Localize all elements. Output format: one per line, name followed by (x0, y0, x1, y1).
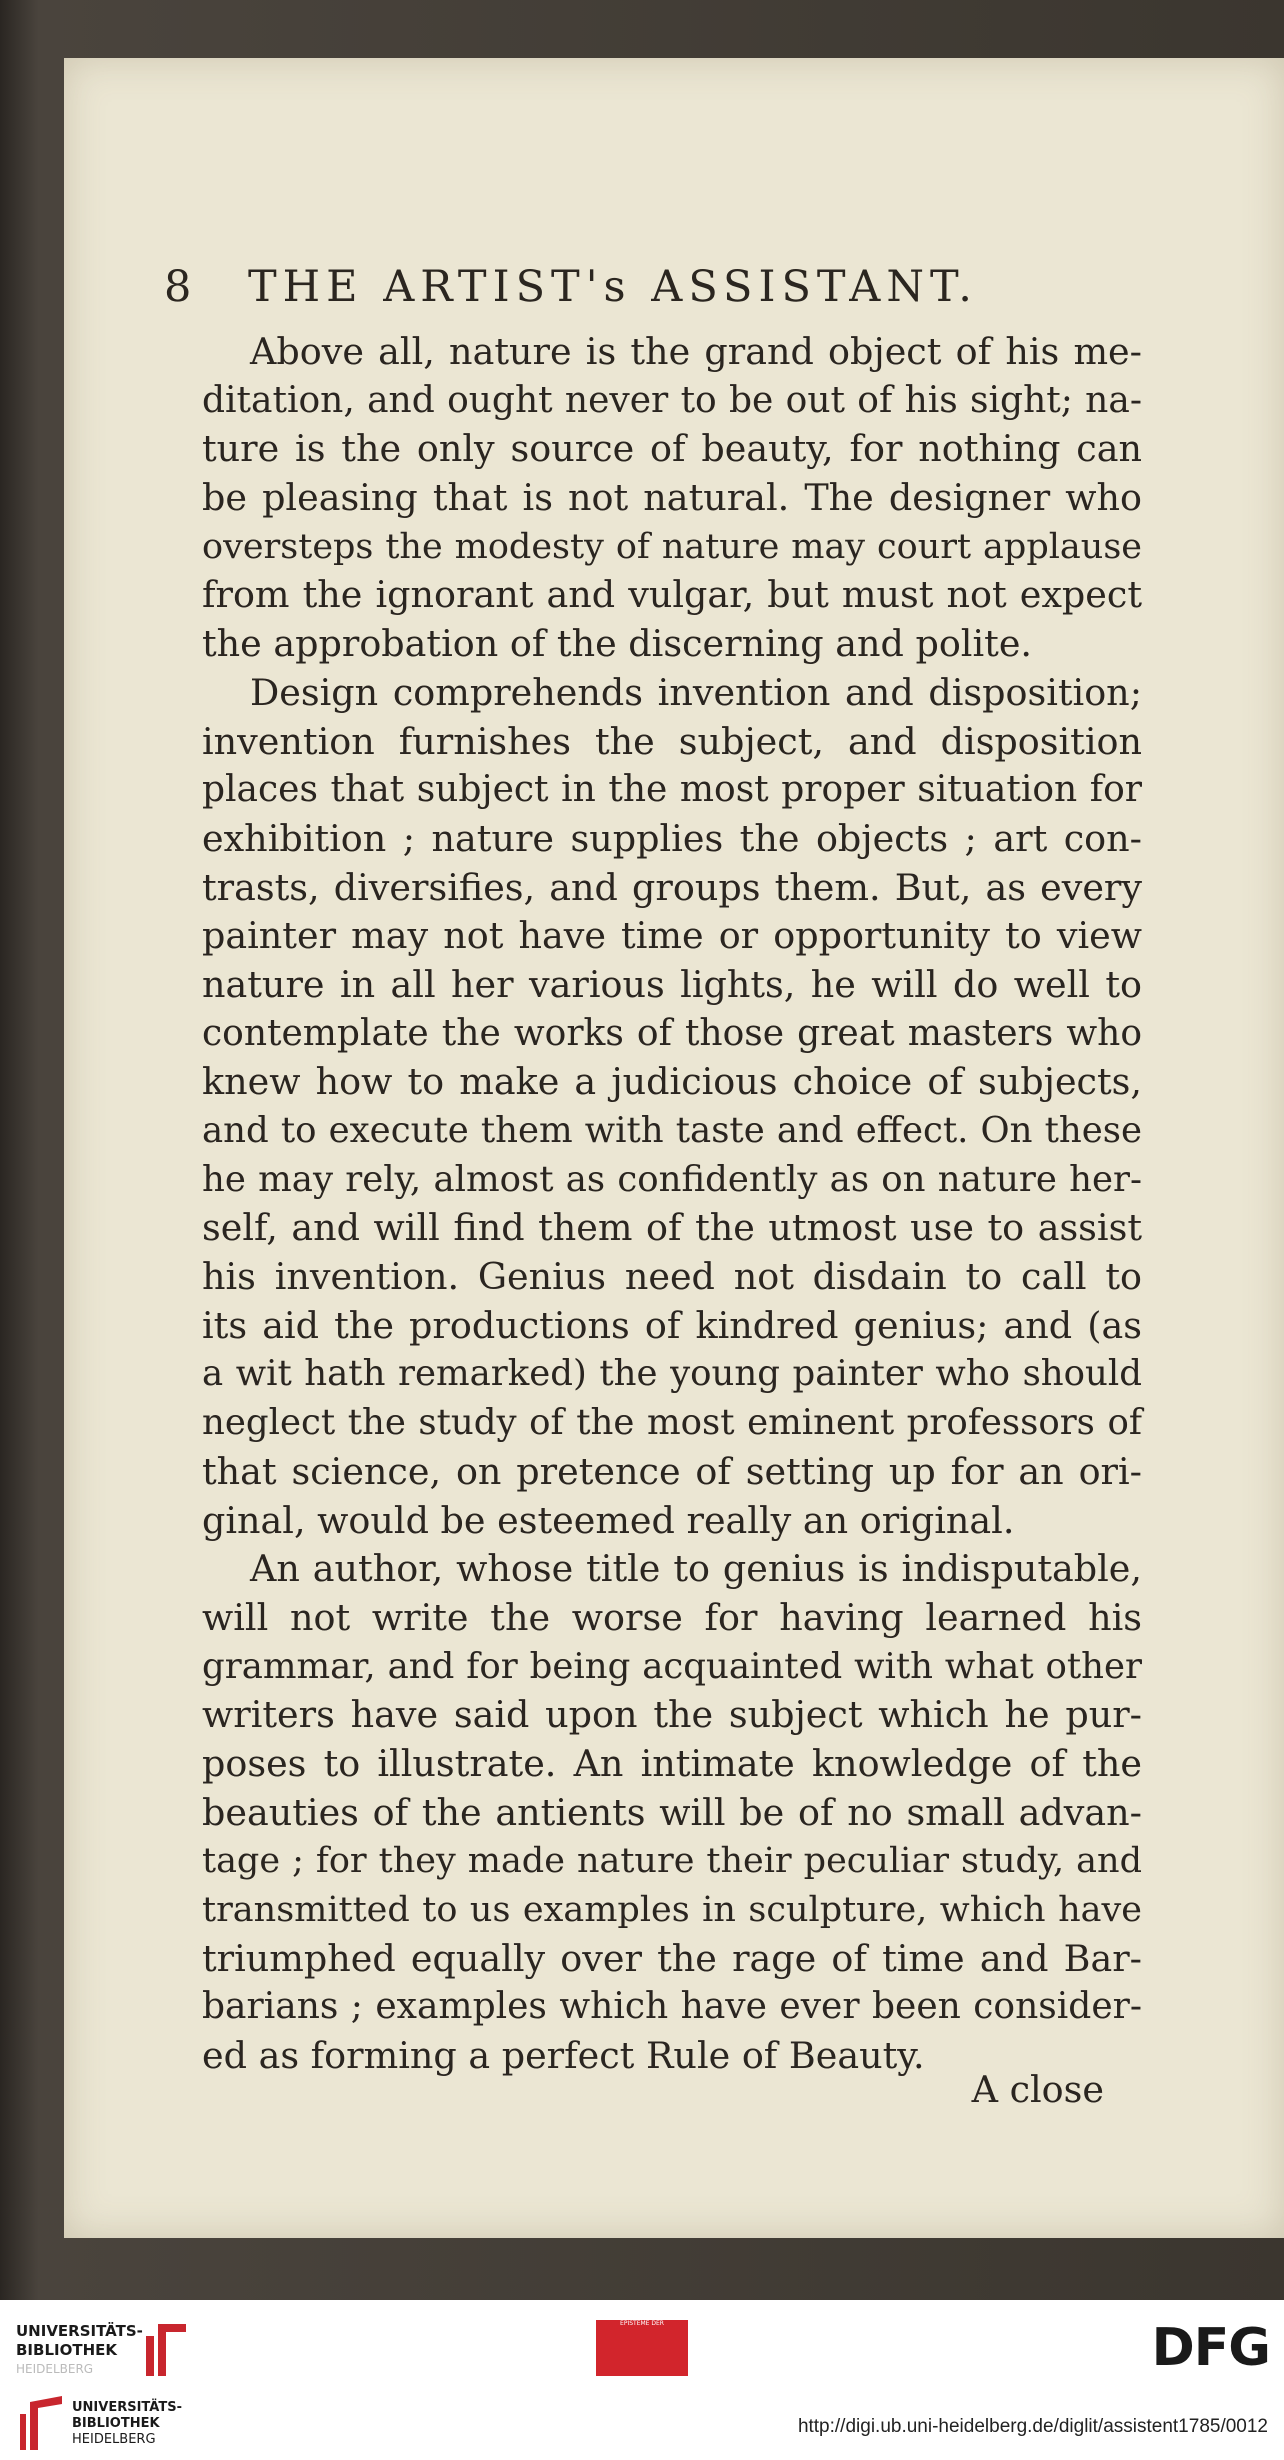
library-logo-bottom-text (72, 2400, 182, 2448)
text-line: self, and will find them of the utmost use to assist (202, 1206, 1142, 1250)
body-text (202, 328, 1142, 2081)
text-line: Above all, nature is the grand object of his me- (250, 330, 1142, 373)
library-logo-bottom-line-2: BIBLIOTHEK (72, 2416, 160, 2431)
text-line: ginal, would be esteemed really an original. (202, 1498, 1015, 1542)
text-line: beauties of the antients will be of no small advan- (202, 1790, 1142, 1834)
episteme-logo-text: EPISTEME DER (620, 2320, 664, 2327)
page-number: 8 (164, 262, 198, 312)
text-line: An author, whose title to genius is indisputable, (250, 1547, 1142, 1591)
running-title-end: ASSISTANT. (651, 262, 978, 312)
ub-mark-icon (128, 2318, 188, 2378)
library-logo-top-line-1: UNIVERSITÄTS- (16, 2322, 143, 2340)
text-line: places that subject in the most proper situation for (202, 769, 1142, 811)
ub-mark-small-icon (16, 2392, 66, 2452)
source-url-link[interactable]: http://digi.ub.uni-heidelberg.de/diglit/assistent1785/0012 (797, 2416, 1268, 2437)
library-logo-top[interactable] (16, 2318, 186, 2378)
text-line: ed as forming a perfect Rule of Beauty. (202, 2034, 925, 2078)
text-line: ditation, and ought never to be out of his sight; na- (202, 379, 1142, 421)
running-title (248, 262, 978, 312)
text-line: barians ; examples which have ever been consider- (202, 1986, 1142, 2028)
text-line: the approbation of the discerning and polite. (202, 622, 1033, 666)
text-line: he may rely, almost as confidently as on nature her- (202, 1158, 1142, 1200)
text-line: Design comprehends invention and disposition; (250, 670, 1142, 714)
library-logo-top-line-2: BIBLIOTHEK (16, 2341, 117, 2359)
library-logo-bottom[interactable] (16, 2392, 206, 2452)
catchword: A close (971, 2068, 1104, 2111)
library-logo-bottom-line-1: UNIVERSITÄTS- (72, 2400, 182, 2415)
running-title-main: THE ARTIST's (248, 262, 632, 312)
text-line: its aid the productions of kindred genius; and (as (202, 1303, 1142, 1347)
text-line: invention furnishes the subject, and disposition (202, 719, 1142, 763)
text-line: and to execute them with taste and effect. On these (202, 1110, 1142, 1151)
dfg-logo[interactable]: DFG (1151, 2318, 1270, 2378)
text-line: nature in all her various lights, he will do well to (202, 962, 1142, 1006)
text-line: transmitted to us examples in sculpture, which have (202, 1890, 1142, 1930)
text-line: painter may not have time or opportunity to view (202, 914, 1142, 958)
text-line: oversteps the modesty of nature may court applause (202, 526, 1142, 567)
text-line: triumphed equally over the rage of time and Bar- (202, 1936, 1142, 1980)
text-line: neglect the study of the most eminent professors of (202, 1402, 1142, 1444)
text-line: trasts, diversifies, and groups them. But, as every (202, 865, 1142, 909)
library-logo-top-text (16, 2322, 143, 2379)
text-line: his invention. Genius need not disdain to call to (202, 1255, 1142, 1299)
library-logo-top-line-3: HEIDELBERG (16, 2362, 94, 2376)
text-line: tage ; for they made nature their peculiar study, and (202, 1841, 1142, 1882)
viewer-footer (0, 2300, 1284, 2460)
text-line: grammar, and for being acquainted with what other (202, 1645, 1142, 1687)
text-line: be pleasing that is not natural. The designer who (202, 476, 1142, 520)
running-header (164, 262, 1064, 324)
text-line: from the ignorant and vulgar, but must not expect (202, 573, 1142, 617)
text-line: a wit hath remarked) the young painter who should (202, 1353, 1142, 1395)
text-line: poses to illustrate. An intimate knowledge of the (202, 1741, 1142, 1785)
text-line: contemplate the works of those great masters who (202, 1012, 1142, 1054)
text-line: exhibition ; nature supplies the objects ; art con- (202, 816, 1142, 860)
text-line: will not write the worse for having learned his (202, 1595, 1142, 1639)
text-line: that science, on pretence of setting up for an ori- (202, 1449, 1142, 1493)
text-line: ture is the only source of beauty, for nothing can (202, 427, 1142, 471)
episteme-logo[interactable] (596, 2320, 688, 2376)
text-line: knew how to make a judicious choice of subjects, (202, 1060, 1142, 1104)
text-line: writers have said upon the subject which he pur- (202, 1693, 1142, 1737)
library-logo-bottom-line-3: HEIDELBERG (72, 2432, 156, 2447)
